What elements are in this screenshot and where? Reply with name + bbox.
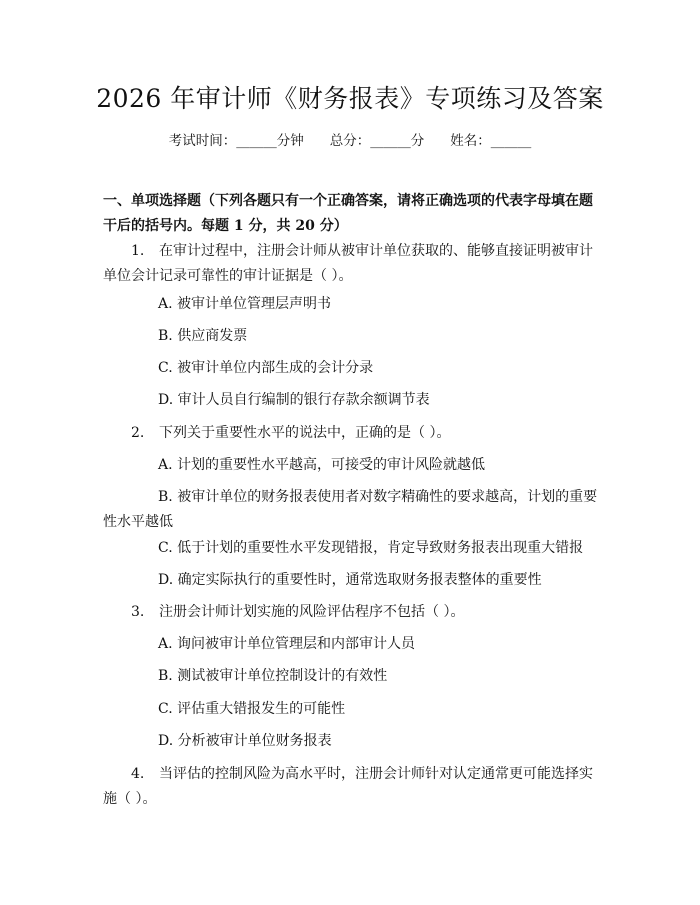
question-3-option-d: D. 分析被审计单位财务报表 (158, 733, 332, 749)
exam-time-field: 考试时间：______分钟 (168, 133, 304, 149)
question-1-option-d: D. 审计人员自行编制的银行存款余额调节表 (158, 392, 430, 408)
question-1 (103, 239, 603, 289)
question-number: 4. (131, 766, 145, 782)
question-3-option-a: A. 询问被审计单位管理层和内部审计人员 (158, 636, 416, 652)
name-field: 姓名：______ (450, 133, 532, 149)
question-3 (103, 600, 603, 625)
question-2-option-c: C. 低于计划的重要性水平发现错报，肯定导致财务报表出现重大错报 (158, 540, 584, 556)
question-2-option-a: A. 计划的重要性水平越高，可接受的审计风险就越低 (158, 457, 486, 473)
question-1-option-b: B. 供应商发票 (158, 328, 248, 344)
question-2 (103, 421, 603, 446)
question-1-option-c: C. 被审计单位内部生成的会计分录 (158, 360, 374, 376)
question-4 (103, 762, 603, 812)
question-number: 1. (131, 243, 145, 259)
question-text: 在审计过程中，注册会计师从被审计单位获取的、能够直接证明被审计单位会计记录可靠性的审计证据是（ ）。 (103, 243, 593, 284)
question-3-option-c: C. 评估重大错报发生的可能性 (158, 701, 346, 717)
question-1-option-a: A. 被审计单位管理层声明书 (158, 296, 332, 312)
section-heading: 一、单项选择题（下列各题只有一个正确答案，请将正确选项的代表字母填在题干后的括号内。每题 1 分，共 20 分） (103, 193, 593, 234)
question-3-option-b: B. 测试被审计单位控制设计的有效性 (158, 668, 388, 684)
question-number: 3. (131, 604, 145, 620)
exam-meta-line (0, 131, 700, 151)
question-text: 当评估的控制风险为高水平时，注册会计师针对认定通常更可能选择实施（ ）。 (103, 766, 593, 807)
question-2-option-d: D. 确定实际执行的重要性时，通常选取财务报表整体的重要性 (158, 572, 542, 588)
question-number: 2. (131, 425, 145, 441)
question-text: 下列关于重要性水平的说法中，正确的是（ ）。 (159, 425, 451, 441)
question-2-option-b: B. 被审计单位的财务报表使用者对数字精确性的要求越高，计划的重要性水平越低 (103, 489, 598, 530)
question-text: 注册会计师计划实施的风险评估程序不包括（ ）。 (159, 604, 465, 620)
document-title: 2026 年审计师《财务报表》专项练习及答案 (96, 84, 604, 113)
total-score-field: 总分：______分 (329, 133, 425, 149)
